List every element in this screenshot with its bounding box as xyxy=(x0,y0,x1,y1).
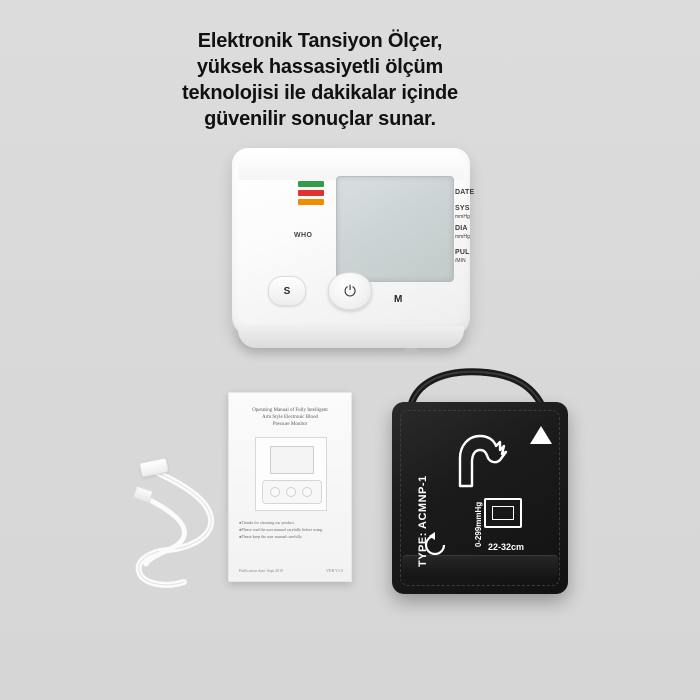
monitor-housing xyxy=(232,148,475,338)
cuff-marker-box xyxy=(484,498,522,528)
manual-device-diagram xyxy=(255,437,327,511)
who-label: WHO xyxy=(294,232,313,239)
date-label: DATE xyxy=(455,189,475,196)
dia-text: DIA xyxy=(455,225,468,232)
who-bar-red xyxy=(298,190,324,196)
lcd-screen xyxy=(336,176,475,282)
diagram-screen xyxy=(270,446,314,474)
who-bar-orange xyxy=(298,199,324,205)
manual-title xyxy=(239,407,341,428)
sys-label xyxy=(455,205,470,221)
manual-note-2: ●Please read the user manual carefully before using. xyxy=(239,527,323,532)
manual-title-line-2: Arm Style Electronic Blood xyxy=(262,415,318,420)
cuff-type-label: TYPE: ACMNP-1 xyxy=(417,475,429,567)
diagram-button-left xyxy=(270,487,280,497)
manual-notes xyxy=(239,519,343,540)
manual-publication-date: Publication date: Sept 2019 xyxy=(239,568,284,573)
sys-text: SYS xyxy=(455,205,470,212)
manual-note-1: ●Thanks for choosing our product. xyxy=(239,520,295,525)
diagram-button-center xyxy=(286,487,296,497)
arm-cuff xyxy=(392,402,568,594)
manual-title-line-3: Pressure Monitor xyxy=(272,422,308,427)
manual-note-3: ●Please keep the user manual carefully. xyxy=(239,534,303,539)
index-arrow-icon xyxy=(530,426,552,444)
cable-path xyxy=(118,452,228,592)
monitor-base xyxy=(238,326,464,348)
headline-line-3: teknolojisi ile dakikalar içinde xyxy=(182,82,458,104)
arm-illustration-icon xyxy=(450,428,510,490)
pul-label xyxy=(455,249,470,265)
pul-unit: /MIN xyxy=(455,258,466,264)
who-bar-green xyxy=(298,181,324,187)
headline-line-1: Elektronik Tansiyon Ölçer, xyxy=(197,30,443,52)
headline-line-4: güvenilir sonuçlar sunar. xyxy=(204,108,436,130)
rotate-arrow-icon xyxy=(422,532,448,558)
cuff-size-label: 22-32cm xyxy=(488,542,525,552)
sys-unit: mmHg xyxy=(455,214,470,220)
headline-line-2: yüksek hassasiyetli ölçüm xyxy=(196,56,444,78)
manual-title-line-1: Operating Manual of Fully Intelligent xyxy=(252,408,328,413)
who-indicator-bars xyxy=(298,181,324,219)
dia-label xyxy=(455,225,470,241)
power-icon: ⏻ xyxy=(344,282,356,300)
manual-version: VER V1.0 xyxy=(326,568,343,573)
set-button[interactable]: S xyxy=(268,276,306,306)
user-manual-booklet xyxy=(228,392,352,582)
cuff-range-label: 0-299mmHg xyxy=(474,501,484,548)
diagram-button-right xyxy=(302,487,312,497)
dia-unit: mmHg xyxy=(455,234,470,240)
memory-button[interactable]: M xyxy=(394,294,403,305)
page-title xyxy=(60,28,580,132)
pul-text: PUL xyxy=(455,249,470,256)
usb-cable xyxy=(118,452,228,592)
manual-footer xyxy=(239,568,343,573)
cuff-marker-box-inner xyxy=(492,506,514,520)
power-button[interactable] xyxy=(328,272,372,310)
blood-pressure-monitor xyxy=(232,148,475,360)
